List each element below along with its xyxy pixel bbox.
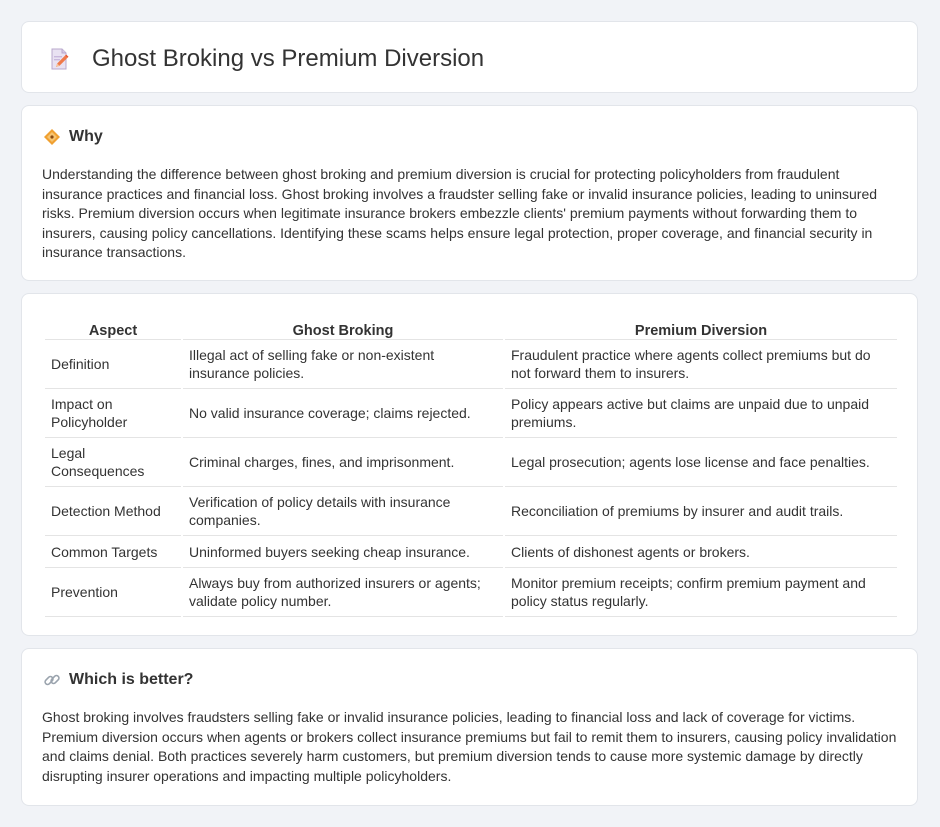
aspect-cell: Legal Consequences <box>45 438 181 487</box>
premium-diversion-cell: Fraudulent practice where agents collect premiums but do not forward them to insurers. <box>505 340 897 389</box>
title-card <box>21 21 918 93</box>
ghost-broking-cell: No valid insurance coverage; claims rejected. <box>183 389 503 438</box>
table-row <box>45 389 897 438</box>
why-heading <box>43 128 103 146</box>
table-header-row <box>45 315 897 340</box>
which-is-better-heading <box>43 671 193 689</box>
table-row <box>45 340 897 389</box>
table-row <box>45 536 897 568</box>
aspect-cell: Impact on Policyholder <box>45 389 181 438</box>
why-section <box>21 105 918 281</box>
aspect-cell: Detection Method <box>45 487 181 536</box>
ghost-broking-cell: Uninformed buyers seeking cheap insurance. <box>183 536 503 568</box>
premium-diversion-cell: Monitor premium receipts; confirm premium payment and policy status regularly. <box>505 568 897 617</box>
ghost-broking-cell: Criminal charges, fines, and imprisonment. <box>183 438 503 487</box>
premium-diversion-cell: Reconciliation of premiums by insurer and audit trails. <box>505 487 897 536</box>
ghost-broking-cell: Verification of policy details with insurance companies. <box>183 487 503 536</box>
link-icon <box>43 671 61 689</box>
aspect-cell: Prevention <box>45 568 181 617</box>
premium-diversion-cell: Clients of dishonest agents or brokers. <box>505 536 897 568</box>
table-row <box>45 487 897 536</box>
ghost-broking-cell: Always buy from authorized insurers or agents; validate policy number. <box>183 568 503 617</box>
which-is-better-section <box>21 648 918 806</box>
premium-diversion-cell: Legal prosecution; agents lose license and face penalties. <box>505 438 897 487</box>
why-paragraph: Understanding the difference between ghost broking and premium diversion is crucial for protecting policyholders from fraudulent insurance practices and financial loss. Ghost broking involves a fraudster selling fake or invalid insurance policies, leading to uninsured risks. Premium diversion occurs when legitimate insurance brokers embezzle clients' premium payments without forwarding them to insurers, causing policy cancellations. Identifying these scams helps ensure legal protection, proper coverage, and financial security in insurance transactions. <box>42 166 878 261</box>
aspect-cell: Common Targets <box>45 536 181 568</box>
why-heading-label: Why <box>69 128 103 145</box>
which-is-better-label: Which is better? <box>69 671 194 688</box>
document-pencil-icon <box>47 47 71 71</box>
comparison-section <box>21 293 918 636</box>
comparison-table <box>43 315 899 617</box>
which-is-better-paragraph: Ghost broking involves fraudsters selling fake or invalid insurance policies, leading to financial loss and lack of coverage for victims. Premium diversion occurs when agents or brokers collect insurance premiums but fail to remit them to insurers, causing policy invalidation and claims denial. Both practices severely harm customers, but premium diversion tends to cause more systemic damage by directly disrupting insurer operations and impacting multiple policyholders. <box>42 709 897 784</box>
premium-diversion-cell: Policy appears active but claims are unpaid due to unpaid premiums. <box>505 389 897 438</box>
column-header-premium-diversion: Premium Diversion <box>505 315 897 340</box>
ghost-broking-cell: Illegal act of selling fake or non-existent insurance policies. <box>183 340 503 389</box>
page-title: Ghost Broking vs Premium Diversion <box>92 45 485 72</box>
diamond-warning-icon <box>43 128 61 146</box>
table-row <box>45 568 897 617</box>
table-row <box>45 438 897 487</box>
column-header-ghost-broking: Ghost Broking <box>183 315 503 340</box>
column-header-aspect: Aspect <box>45 315 181 340</box>
aspect-cell: Definition <box>45 340 181 389</box>
